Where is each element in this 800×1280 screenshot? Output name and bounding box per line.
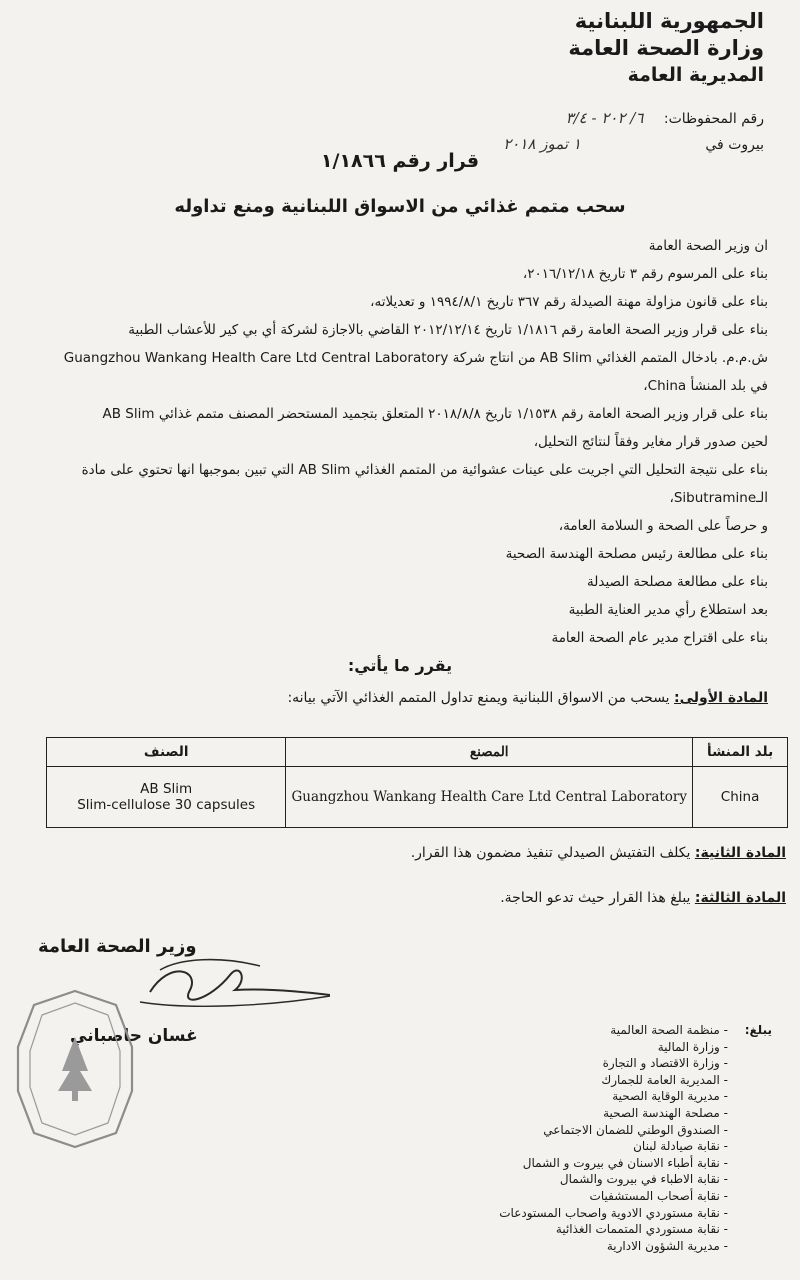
article-three-text: يبلغ هذا القرار حيث تدعو الحاجة. — [500, 890, 691, 906]
list-item: - وزارة الاقتصاد و التجارة — [602, 1056, 728, 1071]
product-table-header — [47, 738, 788, 767]
distribution-list — [452, 1022, 772, 1254]
letterhead-ministry: وزارة الصحة العامة — [568, 36, 764, 60]
signature-title: وزير الصحة العامة — [38, 936, 197, 957]
preamble-line: بعد استطلاع رأي مدير العناية الطبية — [568, 602, 768, 618]
preamble-line: بناء على مطالعة مصلحة الصيدلة — [587, 574, 768, 590]
product-name: AB Slim — [140, 781, 193, 797]
list-item: - نقابة مستوردي الادوية واصحاب المستودعات — [499, 1205, 728, 1220]
preamble-line: ان وزير الصحة العامة — [648, 238, 768, 254]
preamble-line: بناء على نتيجة التحليل التي اجريت على عينات عشوائية من المتمم الغذائي AB Slim التي تبين بموجبها انها تحتوي على مادة — [81, 462, 768, 478]
list-item: - مديرية الوقاية الصحية — [612, 1089, 728, 1104]
preamble-line: و حرصاً على الصحة و السلامة العامة، — [558, 518, 768, 534]
article-three — [26, 890, 786, 906]
letterhead-directorate: المديرية العامة — [627, 64, 764, 86]
list-item: - مديرية الشؤون الادارية — [606, 1238, 728, 1253]
header-manufacturer: المصنع — [286, 738, 693, 767]
decision-subject: سحب متمم غذائي من الاسواق اللبنانية ومنع تداوله — [174, 196, 626, 217]
archive-number-row — [304, 105, 764, 131]
list-item: - نقابة أطباء الاسنان في بيروت و الشمال — [522, 1155, 728, 1170]
article-two-label: المادة الثانية: — [694, 845, 786, 861]
letterhead-republic: الجمهورية اللبنانية — [574, 9, 764, 33]
table-row — [47, 767, 788, 828]
header-origin: بلد المنشأ — [693, 738, 788, 767]
cell-type — [47, 767, 286, 828]
preamble-line: في بلد المنشأ China، — [643, 378, 768, 394]
letterhead — [444, 8, 764, 89]
signatory-name: غسان حاصباني — [70, 1026, 198, 1046]
cell-origin: China — [693, 767, 788, 828]
preamble-line: بناء على اقتراح مدير عام الصحة العامة — [551, 630, 768, 646]
preamble-line: ش.م.م. بادخال المتمم الغذائي AB Slim من انتاج شركة Guangzhou Wankang Health Care Ltd Central Laboratory — [63, 350, 768, 366]
list-item: - منظمة الصحة العالمية — [610, 1023, 728, 1037]
preamble-line: بناء على قرار وزير الصحة العامة رقم ١/١٨١٦ تاريخ ٢٠١٢/١٢/١٤ القاضي بالاجازة لشركة أي بي كير للأعشاب الطبية — [128, 322, 768, 338]
decides-heading: يقرر ما يأتي: — [347, 656, 453, 675]
article-one-label: المادة الأولى: — [674, 690, 768, 706]
list-item: - المديرية العامة للجمارك — [601, 1072, 728, 1087]
archive-number-value: ٦/ ٢٠٢ - ٣/٤ — [565, 109, 644, 127]
decision-number-title: قرار رقم ١/١٨٦٦ — [320, 150, 480, 172]
date-value: ١ تموز ٢٠١٨ — [503, 135, 581, 153]
archive-number-label: رقم المحفوظات: — [663, 111, 764, 127]
preamble — [18, 232, 768, 652]
ministry-stamp-icon — [12, 985, 138, 1153]
preamble-line: بناء على المرسوم رقم ٣ تاريخ ٢٠١٦/١٢/١٨، — [522, 266, 768, 282]
preamble-line: بناء على مطالعة رئيس مصلحة الهندسة الصحية — [505, 546, 768, 562]
preamble-line: الـSibutramine، — [669, 490, 768, 506]
list-item: - نقابة مستوردي المتممات الغذائية — [555, 1222, 728, 1237]
list-item: - مصلحة الهندسة الصحية — [603, 1105, 728, 1120]
product-description: Slim-cellulose 30 capsules — [77, 797, 256, 813]
list-item: - الصندوق الوطني للضمان الاجتماعي — [543, 1122, 728, 1137]
article-two — [26, 845, 786, 861]
article-two-text: يكلف التفتيش الصيدلي تنفيذ مضمون هذا القرار. — [410, 845, 691, 861]
preamble-line: بناء على قانون مزاولة مهنة الصيدلة رقم ٣٦٧ تاريخ ١٩٩٤/٨/١ و تعديلاته، — [370, 294, 768, 310]
list-item: - وزارة المالية — [657, 1039, 728, 1054]
distribution-label: يبلغ: — [744, 1023, 772, 1037]
list-item: - نقابة أصحاب المستشفيات — [589, 1188, 728, 1203]
header-type: الصنف — [47, 738, 286, 767]
place-label: بيروت في — [705, 137, 764, 153]
article-one — [18, 690, 768, 706]
article-one-text: يسحب من الاسواق اللبنانية ويمنع تداول المتمم الغذائي الآتي بيانه: — [287, 690, 670, 706]
list-item: - نقابة صيادلة لبنان — [633, 1139, 728, 1154]
product-table — [46, 737, 788, 828]
list-item: - نقابة الاطباء في بيروت والشمال — [559, 1172, 728, 1187]
article-three-label: المادة الثالثة: — [694, 890, 786, 906]
preamble-line: لحين صدور قرار مغاير وفقاً لنتائج التحليل، — [533, 434, 768, 450]
preamble-line: بناء على قرار وزير الصحة العامة رقم ١/١٥٣٨ تاريخ ٢٠١٨/٨/٨ المتعلق بتجميد المستحضر المصنف متمم غذائي AB Slim — [102, 406, 768, 422]
cell-manufacturer: Guangzhou Wankang Health Care Ltd Central Laboratory — [286, 767, 693, 828]
